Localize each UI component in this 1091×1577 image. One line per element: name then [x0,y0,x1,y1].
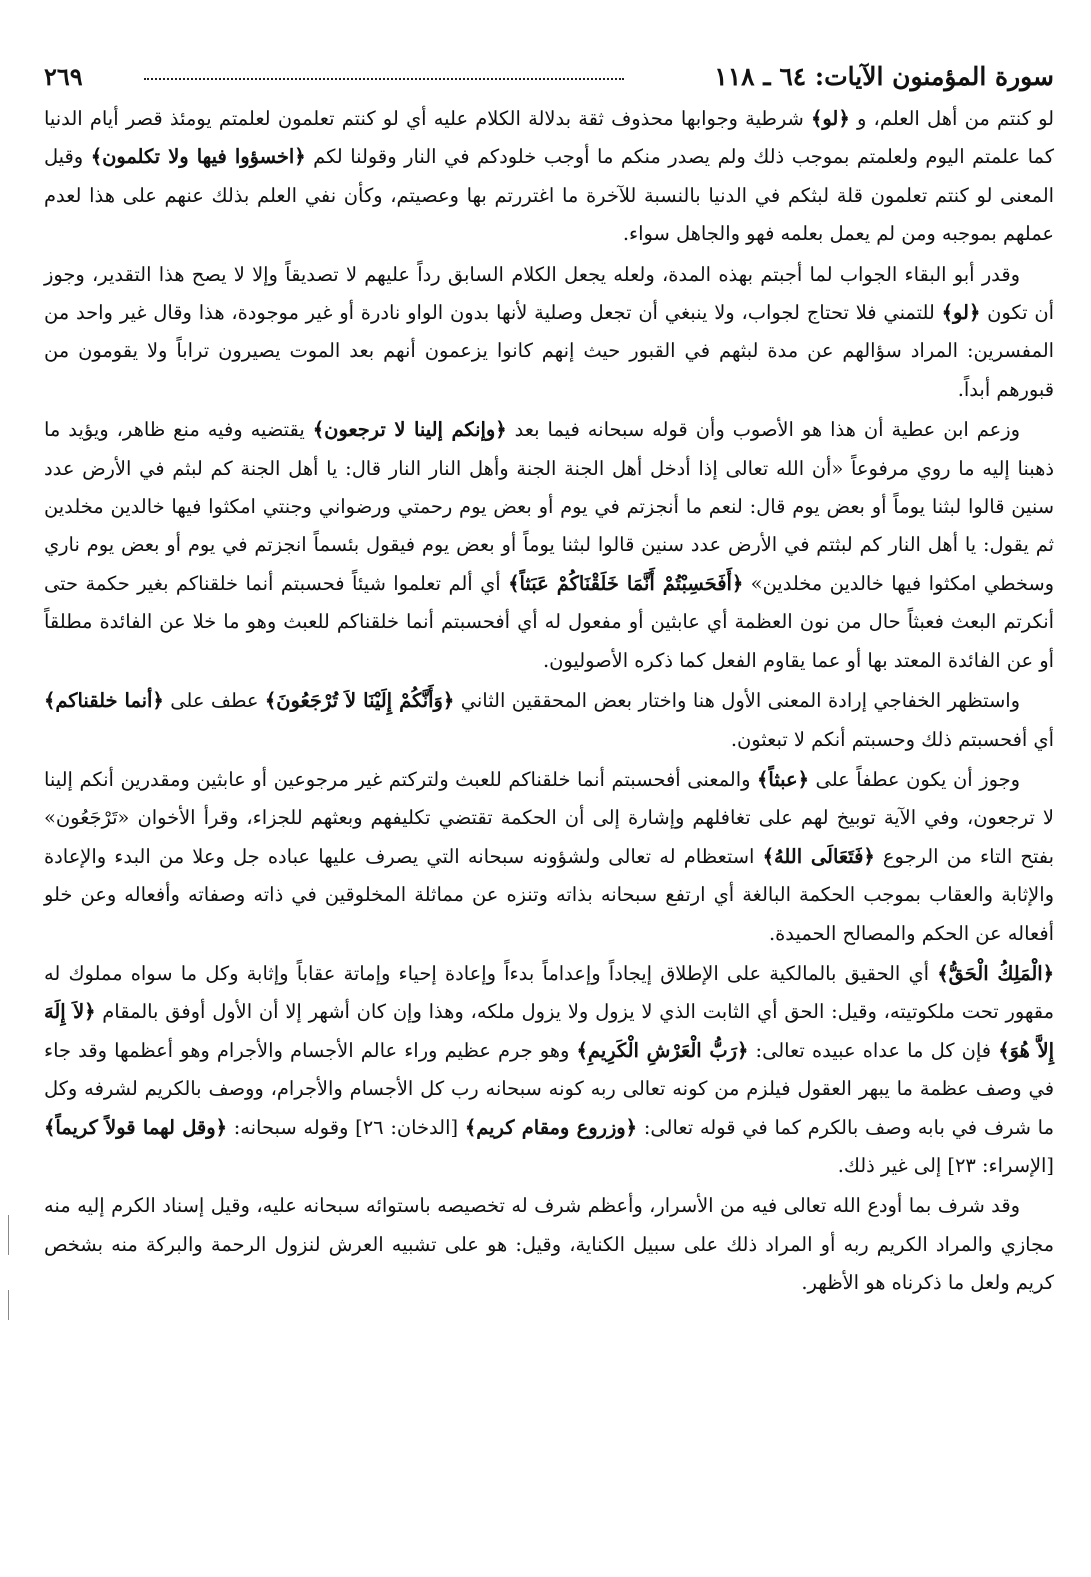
text-run: وقدر أبو البقاء الجواب لما أجبتم بهذه المدة، ولعله يجعل الكلام السابق رداً عليهم لا تصديقاً وإلا لا يصح هذا التقدير، وجوز أن تكون [44,262,1054,325]
quran-quote: ﴿لو﴾ [941,301,981,325]
quran-quote: ﴿أَفَحَسِبْتُمْ أَنَّمَا خَلَقْنَاكُمْ عَبَثاً﴾ [508,571,744,595]
quran-quote: ﴿لاَ إِلَهَ إِلاَّ هُوَ﴾ [44,1000,1054,1062]
text-run: والمعنى أفحسبتم أنما خلقناكم للعبث ولتركتم غير مرجوعين أو عابثين ومقدرين أنكم إلينا لا ترجعون، وفي الآية توبيخ لهم على تغافلهم وإشارة إلى أن الحكمة تقتضي تكليفهم وبعثهم للجزاء، وقرأ الأخوان «تَرْجَعُون» بفتح التاء من الرجوع [44,767,1055,868]
paragraph [44,761,1054,953]
paragraph [44,1187,1054,1302]
text-run: واستظهر الخفاجي إرادة المعنى الأول هنا واختار بعض المحققين الثاني [454,689,1020,713]
paragraph [44,256,1054,410]
quran-quote: ﴿وقل لهما قولاً كريماً﴾ [44,1115,227,1139]
text-run: [الدخان: ٢٦] وقوله سبحانه: [226,1115,465,1139]
text-run: أي الحقيق بالمالكية على الإطلاق إيجاداً وإعداماً بدءاً وإعادة إحياء وإماتة عقاباً وإثابة وكل ما سواه مملوك له مقهور تحت ملكوتيته، وقيل: الحق أي الثابت الذي لا يزول ولا يزول ملكه، وهذا وإن كان أشهر إلا أن الأول أوفق بالمقام [44,961,1054,1024]
quran-quote: ﴿فَتَعَالَى اللهُ﴾ [762,844,875,868]
text-run: وقد شرف بما أودع الله تعالى فيه من الأسرار، وأعظم شرف له تخصيصه باستوائه سبحانه عليه، وقيل إسناد الكرم إليه منه مجازي والمراد الكريم ربه أو المراد ذلك على سبيل الكناية، وقيل: هو على تشبيه العرش لنزول الرحمة والبركة منه بشخص كريم ولعل ما ذكرناه هو الأظهر. [44,1194,1054,1295]
text-run: وقيل المعنى لو كنتم تعلمون قلة لبثكم في الدنيا بالنسبة للآخرة ما اغتررتم بها وعصيتم، وكأن نفي العلم بذلك عنهم على هذا لعدم عملهم بموجبه ومن لم يعمل بعلمه فهو والجاهل سواء. [44,145,1054,246]
text-run: للتمني فلا تحتاج لجواب، ولا ينبغي أن تجعل وصلية لأنها بدون الواو نادرة أو غير موجودة، هذا وقال غير واحد من المفسرين: المراد سؤالهم عن مدة لبثهم في القبور حيث إنهم كانوا يزعمون أنهم بعد الموت يصيرون تراباً ولا يقومون من قبورهم أبداً. [44,301,1054,401]
page-header [44,60,1054,100]
text-run: وهو جرم عظيم وراء عالم الأجسام والأجرام وهو أعظمها وقد جاء في وصف عظمة ما يبهر العقول فيلزم من كونه تعالى ربه كونه سبحانه رب كل الأجسام والأجرام، ووصف بالكريم لشرفه وكل ما شرف في بابه وصف بالكرم كما في قوله تعالى: [44,1038,1054,1139]
paragraph [44,682,1054,759]
paragraph [44,411,1054,680]
quran-quote: ﴿وَأَنَّكُمْ إِلَيْنَا لاَ تُرْجَعُونَ﴾ [264,689,455,713]
quran-quote: ﴿أنما خلقناكم﴾ [44,689,164,713]
text-run: أي أفحسبتم ذلك وحسبتم أنكم لا تبعثون. [730,727,1054,751]
dotted-leader [144,78,624,80]
quran-quote: ﴿الْمَلِكُ الْحَقُّ﴾ [937,961,1055,985]
text-run: [الإسراء: ٢٣] إلى غير ذلك. [837,1153,1054,1177]
running-title: سورة المؤمنون الآيات: ٦٤ ـ ١١٨ [714,62,1054,91]
page-number: ٢٦٩ [44,62,83,91]
paragraph [44,955,1054,1185]
commentary-text [44,100,1054,1303]
quran-quote: ﴿عبثاً﴾ [757,767,809,791]
quran-quote: ﴿اخسؤوا فيها ولا تكلمون﴾ [90,145,306,169]
text-run: وجوز أن يكون عطفاً على [808,767,1020,791]
paragraph [44,100,1054,254]
text-run: لو كنتم من أهل العلم، و [849,107,1054,130]
text-run: أي ألم تعلموا شيئاً فحسبتم أنما خلقناكم بغير حكمة حتى أنكرتم البعث فعبثاً حال من نون العظمة أي عابثين أو مفعول له أي أفحسبتم أنما خلقناكم للعبث وهو ما خلا عن الفائدة مطلقاً أو عن الفائدة المعتد بها أو عما يقاوم الفعل كما ذكره الأصوليون. [44,571,1054,672]
text-run: فإن كل ما عداه عبيده تعالى: [748,1038,999,1062]
quran-quote: ﴿رَبُّ الْعَرْشِ الْكَرِيمِ﴾ [576,1038,749,1062]
margin-mark [8,1290,9,1320]
text-run: شرطية وجوابها محذوف ثقة بدلالة الكلام عليه أي لو كنتم تعلمون لعلمتم يومئذ قصر أيام الدنيا كما علمتم اليوم ولعلمتم بموجب ذلك ولم يصدر منكم ما أوجب خلودكم في النار وقولنا لكم [44,107,1054,169]
quran-quote: ﴿لو﴾ [811,107,850,130]
text-run: وزعم ابن عطية أن هذا هو الأصوب وأن قوله سبحانه فيما بعد [506,418,1020,442]
text-run: يقتضيه وفيه منع ظاهر، ويؤيد ما ذهبنا إليه ما روي مرفوعاً «أن الله تعالى إذا أدخل أهل الجنة الجنة وأهل النار النار قال: يا أهل الجنة كم لبثم في الأرض عدد سنين قالوا لبثنا يوماً أو بعض يوم قال: لنعم ما أنجزتم في يوم أو بعض يوم رحمتي ورضواني وجنتي امكثوا فيها خالدين مخلدين ثم يقول: يا أهل النار كم لبثتم في الأرض عدد سنين قالوا لبثنا يوماً أو بعض يوم فيقول بئسماً انجزتم في يوم أو بعض يوم ناري وسخطي امكثوا فيها خالدين مخلدين» [44,418,1055,595]
book-page [44,60,1054,1303]
quran-quote: ﴿وزروع ومقام كريم﴾ [464,1115,638,1139]
text-run: عطف على [163,689,265,713]
margin-mark [8,1215,9,1255]
text-run: استعظام له تعالى ولشؤونه سبحانه التي يصرف عليها عباده جل وعلا من البدء والإعادة والإثابة والعقاب بموجب الحكمة البالغة أي ارتفع سبحانه بذاته وتنزه عن مماثلة المخلوقين في ذاته وصفاته وأفعاله وعن خلو أفعاله عن الحكم والمصالح الحميدة. [44,844,1054,945]
quran-quote: ﴿وإنكم إلينا لا ترجعون﴾ [312,418,507,442]
